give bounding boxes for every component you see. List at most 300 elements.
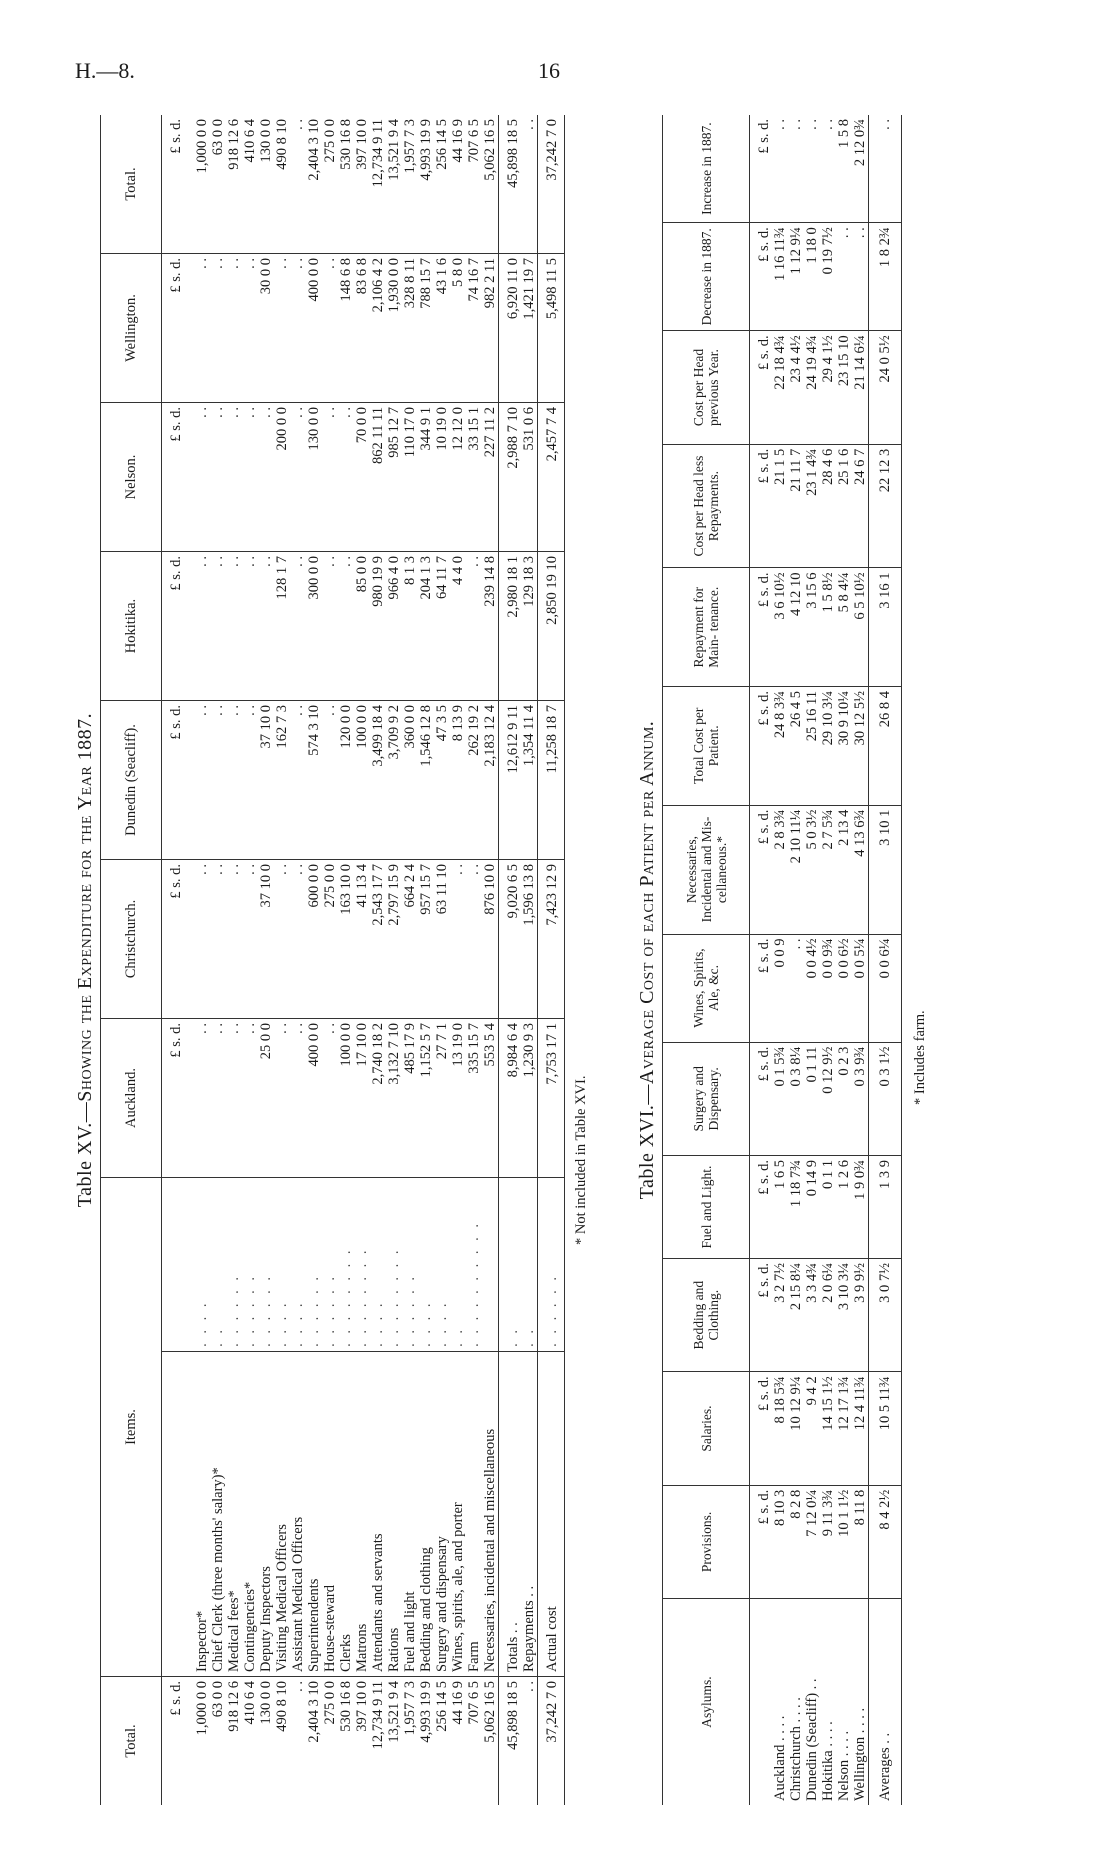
wellington-cell: . .	[322, 254, 338, 403]
christchurch-cell: 2,797 15 9	[386, 860, 402, 1019]
nelson-cell: . .	[290, 403, 306, 552]
item-label: Fuel and light	[402, 1351, 418, 1676]
item-leader-dots: . . . . . . . .	[386, 1178, 402, 1352]
item-label: Bedding and clothing	[418, 1351, 434, 1676]
auckland-cell: . .	[226, 1019, 242, 1178]
expenditure-actual-cost-row	[538, 115, 565, 1805]
nelson-cell: . .	[210, 403, 226, 552]
wellington-cell: . .	[274, 254, 290, 403]
col-cost-prev: Cost per Head previous Year.	[663, 331, 750, 444]
dunedin-cell: 1,546 12 8	[418, 701, 434, 860]
bedding-cell: 3 9 9½	[852, 1258, 869, 1371]
hokitika-cell: 204 1 3	[418, 552, 434, 701]
cost-less-cell: 21 11 7	[788, 444, 804, 568]
units-cell: £ s. d.	[162, 701, 185, 860]
average-cost-header-row	[663, 115, 750, 1805]
col-total-left: Total.	[101, 1677, 162, 1806]
auckland-cell: 485 17 9	[402, 1019, 418, 1178]
wellington-cell: 400 0 0	[306, 254, 322, 403]
auckland-cell: . .	[290, 1019, 306, 1178]
col-decrease: Decrease in 1887.	[663, 223, 750, 331]
units-cell: £ s. d.	[162, 254, 185, 403]
wellington-cell: 83 6 8	[354, 254, 370, 403]
asylum-cell: Averages . .	[869, 1599, 902, 1805]
nelson-cell: 531 0 6	[521, 403, 538, 552]
nelson-cell: 130 0 0	[306, 403, 322, 552]
item-label: Clerks	[338, 1351, 354, 1676]
total-left-cell: 918 12 6	[226, 1681, 242, 1732]
total-right-cell: 530 16 8	[338, 115, 354, 254]
table-xvi-container	[632, 115, 1052, 1805]
item-label: Wines, spirits, ale, and porter	[450, 1351, 466, 1676]
units-cell: £ s. d.	[750, 1485, 773, 1598]
expenditure-row	[466, 115, 482, 1805]
expenditure-row	[274, 115, 290, 1805]
units-row	[750, 115, 773, 1805]
wellington-cell: 43 1 6	[434, 254, 450, 403]
auckland-cell: 13 19 0	[450, 1019, 466, 1178]
total-right-cell: 397 10 0	[354, 115, 370, 254]
hokitika-cell: . .	[466, 552, 482, 701]
units-cell: £ s. d.	[750, 1372, 773, 1485]
wines-cell: 0 0 4½	[804, 934, 820, 1042]
col-asylums: Asylums.	[663, 1599, 750, 1805]
asylum-row	[772, 115, 788, 1805]
item-leader-dots: . . . .	[434, 1178, 450, 1352]
expenditure-row	[450, 115, 466, 1805]
table-xv-container	[70, 115, 589, 1805]
hokitika-cell: . .	[322, 552, 338, 701]
surgery-cell: 0 3 9¾	[852, 1042, 869, 1155]
units-blank	[750, 1599, 773, 1805]
total-cost-cell: 24 8 3¾	[772, 687, 788, 806]
total-left-cell: 275 0 0	[322, 1681, 338, 1725]
table-xv-title	[70, 115, 100, 1805]
table-xvi-footnote: * Includes farm.	[912, 1010, 928, 1105]
average-cost-table	[662, 115, 902, 1805]
col-christchurch: Christchurch.	[101, 860, 162, 1019]
col-nelson: Nelson.	[101, 403, 162, 552]
cost-prev-cell: 23 4 4½	[788, 331, 804, 444]
decrease-cell: 0 19 7½	[820, 223, 836, 331]
auckland-cell: 1,152 5 7	[418, 1019, 434, 1178]
auckland-cell: 553 5 4	[482, 1019, 499, 1178]
item-leader-dots: . . . .	[184, 1178, 210, 1352]
hokitika-cell: 239 14 8	[482, 552, 499, 701]
increase-cell: . .	[869, 115, 902, 223]
col-fuel: Fuel and Light.	[663, 1156, 750, 1259]
expenditure-row	[386, 115, 402, 1805]
col-wines: Wines, Spirits, Ale, &c.	[663, 934, 750, 1042]
nelson-cell: 12 12 0	[450, 403, 466, 552]
table-xv-footnote: * Not included in Table XVI.	[573, 1075, 589, 1245]
expenditure-totals-row	[499, 115, 522, 1805]
col-total-right: Total.	[101, 115, 162, 254]
page-header-reference: H.—8.	[75, 58, 135, 83]
christchurch-cell: 9,020 6 5	[499, 860, 522, 1019]
col-hokitika: Hokitika.	[101, 552, 162, 701]
hokitika-cell: 2,980 18 1	[499, 552, 522, 701]
auckland-cell: 7,753 17 1	[538, 1019, 565, 1178]
christchurch-cell: . .	[274, 860, 290, 1019]
total-cost-cell: 30 12 5½	[852, 687, 869, 806]
wellington-cell: 5,498 11 5	[538, 254, 565, 403]
col-surgery: Surgery and Dispensary.	[663, 1042, 750, 1155]
auckland-cell: . .	[274, 1019, 290, 1178]
total-left-cell: 256 14 5	[434, 1681, 450, 1732]
repayment-cell: 3 16 1	[869, 568, 902, 687]
increase-cell: 1 5 8	[836, 115, 852, 223]
col-auckland: Auckland.	[101, 1019, 162, 1178]
necessaries-cell: 2 7 5¾	[820, 805, 836, 934]
wellington-cell: 788 15 7	[418, 254, 434, 403]
units-cell: £ s. d.	[750, 223, 773, 331]
hokitika-cell: 300 0 0	[306, 552, 322, 701]
nelson-cell: 33 15 1	[466, 403, 482, 552]
total-right-cell: 918 12 6	[226, 115, 242, 254]
units-cell: £ s. d.	[750, 568, 773, 687]
auckland-cell: 335 15 7	[466, 1019, 482, 1178]
dunedin-cell: 162 7 3	[274, 701, 290, 860]
units-cell: £ s. d.	[750, 1156, 773, 1259]
asylum-row	[788, 115, 804, 1805]
col-provisions: Provisions.	[663, 1485, 750, 1598]
item-leader-dots: . .	[521, 1178, 538, 1352]
item-leader-dots: . . . .	[274, 1178, 290, 1352]
item-label: Rations	[386, 1351, 402, 1676]
expenditure-repayments-row	[521, 115, 538, 1805]
dunedin-cell: . .	[242, 701, 258, 860]
units-cell: £ s. d.	[168, 1681, 184, 1716]
asylum-row	[820, 115, 836, 1805]
units-cell: £ s. d.	[750, 444, 773, 568]
col-cost-less: Cost per Head less Repayments.	[663, 444, 750, 568]
dunedin-cell: . .	[322, 701, 338, 860]
total-left-cell: . .	[521, 1681, 537, 1692]
total-right-cell: 5,062 16 5	[482, 115, 499, 254]
item-leader-dots: . . . . . .	[306, 1178, 322, 1352]
bedding-cell: 3 0 7½	[869, 1258, 902, 1371]
asylum-cell: Auckland . . . .	[772, 1715, 788, 1801]
dunedin-cell: 360 0 0	[402, 701, 418, 860]
provisions-cell: 8 11 8	[852, 1485, 869, 1598]
provisions-cell: 8 4 2½	[869, 1485, 902, 1598]
item-leader-dots: . . . . . .	[322, 1178, 338, 1352]
total-left-cell: 410 6 4	[242, 1681, 258, 1725]
units-blank	[162, 1178, 185, 1352]
total-left-cell: 1,957 7 3	[402, 1681, 418, 1736]
salaries-cell: 9 4 2	[804, 1372, 820, 1485]
item-label: Assistant Medical Officers	[290, 1351, 306, 1676]
repayment-cell: 6 5 10½	[852, 568, 869, 687]
hokitika-cell: 966 4 0	[386, 552, 402, 701]
item-label: Totals . .	[499, 1351, 522, 1676]
units-cell: £ s. d.	[750, 934, 773, 1042]
salaries-cell: 12 4 11¾	[852, 1372, 869, 1485]
item-leader-dots: . . . . . .	[402, 1178, 418, 1352]
christchurch-cell: . .	[184, 860, 210, 1019]
total-cost-cell: 30 9 10¼	[836, 687, 852, 806]
dunedin-cell: 47 3 5	[434, 701, 450, 860]
fuel-cell: 1 2 6	[836, 1156, 852, 1259]
col-wellington: Wellington.	[101, 254, 162, 403]
auckland-cell: 17 10 0	[354, 1019, 370, 1178]
wellington-cell: 1,930 0 0	[386, 254, 402, 403]
christchurch-cell: . .	[290, 860, 306, 1019]
total-right-cell: 1,957 7 3	[402, 115, 418, 254]
salaries-cell: 10 12 9¼	[788, 1372, 804, 1485]
nelson-cell: 227 11 2	[482, 403, 499, 552]
necessaries-cell: 2 10 11¼	[788, 805, 804, 934]
salaries-cell: 14 15 1½	[820, 1372, 836, 1485]
item-leader-dots	[482, 1178, 499, 1352]
hokitika-cell: . .	[338, 552, 354, 701]
item-label: Inspector*	[184, 1351, 210, 1676]
expenditure-row	[242, 115, 258, 1805]
item-label: Attendants and servants	[370, 1351, 386, 1676]
cost-less-cell: 25 1 6	[836, 444, 852, 568]
total-left-cell: 45,898 18 5	[499, 1677, 522, 1806]
units-cell: £ s. d.	[162, 403, 185, 552]
total-left-cell: 13,521 9 4	[386, 1681, 402, 1743]
nelson-cell: 2,457 7 4	[538, 403, 565, 552]
item-leader-dots: . .	[450, 1178, 466, 1352]
expenditure-row	[354, 115, 370, 1805]
asylum-row	[852, 115, 869, 1805]
expenditure-row	[258, 115, 274, 1805]
christchurch-cell: . .	[466, 860, 482, 1019]
dunedin-cell: 1,354 11 4	[521, 701, 538, 860]
increase-cell: . .	[772, 115, 788, 223]
auckland-cell: 25 0 0	[258, 1019, 274, 1178]
bedding-cell: 3 10 3¼	[836, 1258, 852, 1371]
total-right-cell: 44 16 9	[450, 115, 466, 254]
hokitika-cell: 85 0 0	[354, 552, 370, 701]
dunedin-cell: 120 0 0	[338, 701, 354, 860]
total-right-cell: 63 0 0	[210, 115, 226, 254]
item-leader-dots: . . . . . .	[538, 1178, 565, 1352]
wellington-cell: 2,106 4 2	[370, 254, 386, 403]
provisions-cell: 8 10 3	[772, 1485, 788, 1598]
asylum-row	[804, 115, 820, 1805]
repayment-cell: 3 6 10½	[772, 568, 788, 687]
col-necessaries: Necessaries, Incidental and Mis- cellaneous.*	[663, 805, 750, 934]
fuel-cell: 1 6 5	[772, 1156, 788, 1259]
christchurch-cell: 1,596 13 8	[521, 860, 538, 1019]
total-right-cell: 275 0 0	[322, 115, 338, 254]
col-dunedin: Dunedin (Seacliff).	[101, 701, 162, 860]
total-right-cell: 256 14 5	[434, 115, 450, 254]
wellington-cell: 982 2 11	[482, 254, 499, 403]
wellington-cell: . .	[226, 254, 242, 403]
item-label: Superintendents	[306, 1351, 322, 1676]
christchurch-cell: 275 0 0	[322, 860, 338, 1019]
item-label: Repayments . .	[521, 1351, 538, 1676]
christchurch-cell: 664 2 4	[402, 860, 418, 1019]
wellington-cell: 6,920 11 0	[499, 254, 522, 403]
nelson-cell: 200 0 0	[274, 403, 290, 552]
decrease-cell: 1 8 2¾	[869, 223, 902, 331]
item-label: Medical fees*	[226, 1351, 242, 1676]
nelson-cell: . .	[258, 403, 274, 552]
item-leader-dots: . . . . . . . .	[354, 1178, 370, 1352]
total-left-cell: 397 10 0	[354, 1681, 370, 1732]
total-right-cell: 2,404 3 10	[306, 115, 322, 254]
christchurch-cell: 163 10 0	[338, 860, 354, 1019]
nelson-cell: 110 17 0	[402, 403, 418, 552]
hokitika-cell: 129 18 3	[521, 552, 538, 701]
total-right-cell: 707 6 5	[466, 115, 482, 254]
auckland-cell: . .	[242, 1019, 258, 1178]
total-cost-cell: 26 4 5	[788, 687, 804, 806]
nelson-cell: . .	[322, 403, 338, 552]
repayment-cell: 3 15 6	[804, 568, 820, 687]
cost-less-cell: 23 1 4¾	[804, 444, 820, 568]
item-label: Visiting Medical Officers	[274, 1351, 290, 1676]
repayment-cell: 5 8 4¼	[836, 568, 852, 687]
item-label: Contingencies*	[242, 1351, 258, 1676]
item-leader-dots: . . . .	[370, 1178, 386, 1352]
total-left-cell: . .	[290, 1681, 306, 1692]
expenditure-header-row	[101, 115, 162, 1805]
total-right-cell: 4,993 19 9	[418, 115, 434, 254]
repayment-cell: 4 12 10	[788, 568, 804, 687]
total-left-cell: 12,734 9 11	[370, 1681, 386, 1750]
decrease-cell: 1 18 0	[804, 223, 820, 331]
auckland-cell: 2,740 18 2	[370, 1019, 386, 1178]
cost-less-cell: 28 4 6	[820, 444, 836, 568]
wines-cell: . .	[788, 934, 804, 1042]
provisions-cell: 10 1 1½	[836, 1485, 852, 1598]
total-right-cell: 130 0 0	[258, 115, 274, 254]
expenditure-row	[290, 115, 306, 1805]
fuel-cell: 1 18 7¾	[788, 1156, 804, 1259]
nelson-cell: . .	[184, 403, 210, 552]
nelson-cell: . .	[242, 403, 258, 552]
necessaries-cell: 5 0 3½	[804, 805, 820, 934]
dunedin-cell: 3,499 18 4	[370, 701, 386, 860]
total-left-cell: 5,062 16 5	[482, 1681, 498, 1743]
cost-less-cell: 24 6 7	[852, 444, 869, 568]
item-leader-dots: . . . .	[290, 1178, 306, 1352]
increase-cell: 2 12 0¾	[852, 115, 869, 223]
christchurch-cell: 876 10 0	[482, 860, 499, 1019]
surgery-cell: 0 12 9½	[820, 1042, 836, 1155]
wellington-cell: 74 16 7	[466, 254, 482, 403]
nelson-cell: 344 9 1	[418, 403, 434, 552]
expenditure-row	[402, 115, 418, 1805]
asylum-cell: Hokitika . . . .	[820, 1721, 836, 1801]
item-label: Necessaries, incidental and miscellaneous	[482, 1351, 499, 1676]
provisions-cell: 9 11 3¾	[820, 1485, 836, 1598]
auckland-cell: . .	[322, 1019, 338, 1178]
item-leader-dots: . . . . . .	[226, 1178, 242, 1352]
item-leader-dots: . . . . . . . . . .	[466, 1178, 482, 1352]
col-bedding: Bedding and Clothing.	[663, 1258, 750, 1371]
total-right-cell: 1,000 0 0	[184, 115, 210, 254]
col-increase: Increase in 1887.	[663, 115, 750, 223]
surgery-cell: 0 1 5¾	[772, 1042, 788, 1155]
dunedin-cell: . .	[210, 701, 226, 860]
hokitika-cell: . .	[242, 552, 258, 701]
nelson-cell: 2,988 7 10	[499, 403, 522, 552]
hokitika-cell: 8 1 3	[402, 552, 418, 701]
dunedin-cell: . .	[184, 701, 210, 860]
units-cell: £ s. d.	[750, 1258, 773, 1371]
increase-cell: . .	[820, 115, 836, 223]
fuel-cell: 1 9 0¾	[852, 1156, 869, 1259]
total-right-cell: 490 8 10	[274, 115, 290, 254]
decrease-cell: . .	[852, 223, 869, 331]
repayment-cell: 1 5 8½	[820, 568, 836, 687]
units-blank	[162, 1351, 185, 1676]
fuel-cell: 0 14 9	[804, 1156, 820, 1259]
nelson-cell: . .	[226, 403, 242, 552]
cost-prev-cell: 22 18 4¾	[772, 331, 788, 444]
units-cell: £ s. d.	[162, 1019, 185, 1178]
decrease-cell: 1 16 11¾	[772, 223, 788, 331]
christchurch-cell: . .	[450, 860, 466, 1019]
asylum-cell: Wellington . . . .	[852, 1707, 868, 1801]
hokitika-cell: . .	[184, 552, 210, 701]
provisions-cell: 7 12 0¼	[804, 1485, 820, 1598]
dunedin-cell: 262 19 2	[466, 701, 482, 860]
item-label: Matrons	[354, 1351, 370, 1676]
total-left-cell: 530 16 8	[338, 1681, 354, 1732]
units-cell: £ s. d.	[162, 115, 185, 254]
asylum-cell: Nelson . . . .	[836, 1730, 852, 1801]
wellington-cell: . .	[242, 254, 258, 403]
auckland-cell: . .	[184, 1019, 210, 1178]
expenditure-row	[370, 115, 386, 1805]
dunedin-cell: 574 3 10	[306, 701, 322, 860]
asylum-cell: Dunedin (Seacliff) . .	[804, 1678, 820, 1801]
wines-cell: 0 0 6½	[836, 934, 852, 1042]
christchurch-cell: . .	[226, 860, 242, 1019]
bedding-cell: 2 0 6¼	[820, 1258, 836, 1371]
decrease-cell: . .	[836, 223, 852, 331]
units-cell: £ s. d.	[162, 552, 185, 701]
units-row	[162, 115, 185, 1805]
total-right-cell: 12,734 9 11	[370, 115, 386, 254]
expenditure-row	[184, 115, 210, 1805]
auckland-cell: 3,132 7 10	[386, 1019, 402, 1178]
expenditure-row	[226, 115, 242, 1805]
dunedin-cell: 2,183 12 4	[482, 701, 499, 860]
table-xv-title-text: Showing the Expenditure for the Year 1887.	[74, 712, 96, 1102]
item-label: Farm	[466, 1351, 482, 1676]
dunedin-cell: 100 0 0	[354, 701, 370, 860]
bedding-cell: 2 15 8¼	[788, 1258, 804, 1371]
nelson-cell: 70 0 0	[354, 403, 370, 552]
total-cost-cell: 26 8 4	[869, 687, 902, 806]
wellington-cell: . .	[290, 254, 306, 403]
hokitika-cell: . .	[210, 552, 226, 701]
item-label: Deputy Inspectors	[258, 1351, 274, 1676]
item-leader-dots: . . . . . . . .	[338, 1178, 354, 1352]
total-left-cell: 707 6 5	[466, 1681, 482, 1725]
total-cost-cell: 25 16 11	[804, 687, 820, 806]
wines-cell: 0 0 9¾	[820, 934, 836, 1042]
wellington-cell: . .	[184, 254, 210, 403]
total-left-cell: 2,404 3 10	[306, 1681, 322, 1743]
surgery-cell: 0 1 11	[804, 1042, 820, 1155]
item-leader-dots: . . . . . .	[242, 1178, 258, 1352]
decrease-cell: 1 12 9¼	[788, 223, 804, 331]
total-left-cell: 37,242 7 0	[538, 1677, 565, 1806]
bedding-cell: 3 2 7½	[772, 1258, 788, 1371]
christchurch-cell: . .	[242, 860, 258, 1019]
